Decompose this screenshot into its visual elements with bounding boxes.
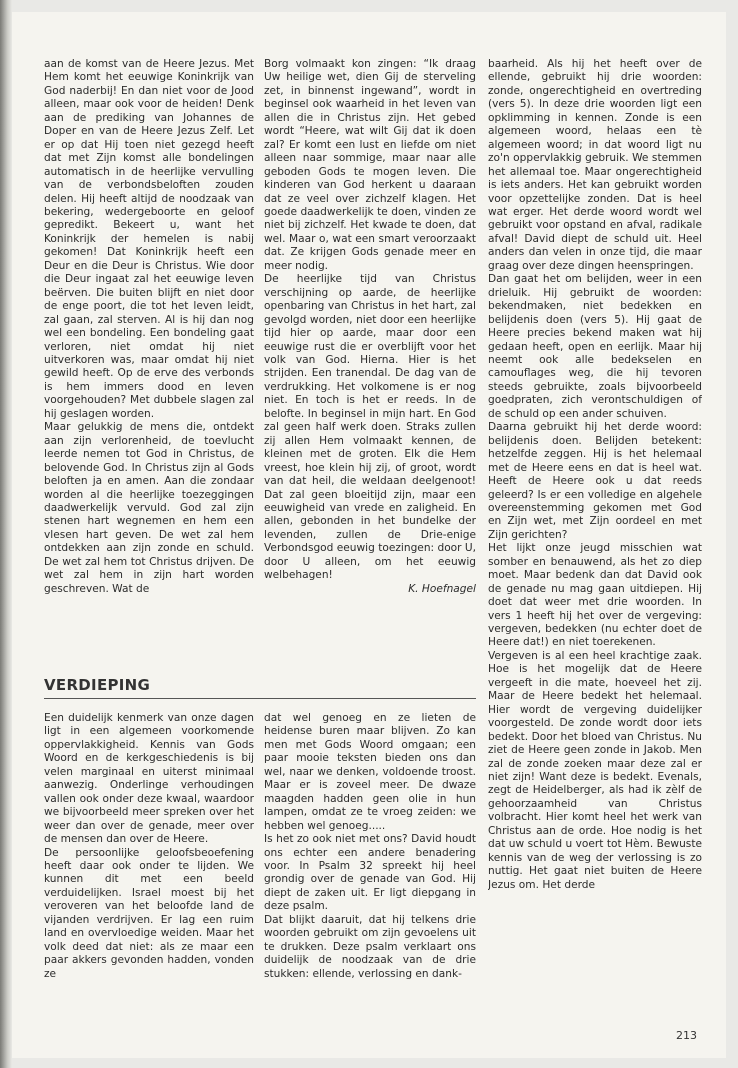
paragraph: dat wel genoeg en ze lieten de heidense buren maar blijven. Zo kan men met Gods Woord omgaan; een paar mooie teksten bieden ons dan wel, naar we denken, voldoende troost. Maar er is zoveel meer. De dwaze maagden hadden geen olie in hun lampen, omdat ze te vroeg zeiden: we hebben wel genoeg.....: [264, 712, 476, 832]
paragraph: Maar gelukkig de mens die, ontdekt aan zijn verlorenheid, de toevlucht leerde nemen tot God in Christus, de belovende God. In Christus zijn al Gods beloften ja en amen. Aan die zondaar worden al die heerlijke toezeggingen daadwerkelijk vervuld. God zal zijn stenen hart wegnemen en hem een vlesen hart geven. De wet zal hem ontdekken aan zijn zonde en schuld. De wet zal hem tot Christus drijven. De wet zal hem in zijn hart worden geschreven. Wat de: [44, 421, 254, 595]
document-page: [12, 12, 726, 1058]
paragraph: baarheid. Als hij het heeft over de ellende, gebruikt hij drie woorden: zonde, ongerechtigheid en overtreding (vers 5). In deze drie woorden ligt een opklimming in kennen. Zonde is een algemeen woord, helaas een tè algemeen woord; in dat woord ligt nu zo'n oppervlakkig gebruik. We stemmen het allemaal toe. Maar ongerechtigheid is iets anders. Het kan gebruikt worden voor opzettelijke zonden. Dat is heel wat erger. Het derde woord wordt wel gebruikt voor opstand en afval, radikale afval! David diept de schuld uit. Heel anders dan velen in onze tijd, die maar graag over deze dingen heenspringen.: [488, 58, 702, 272]
article-column-1: [44, 58, 254, 596]
paragraph: Het lijkt onze jeugd misschien wat somber en benauwend, als het zo diep moet. Maar bedenk dan dat David ook de genade nu mag gaan uitdiepen. Hij doet dat weer met drie woorden. In vers 1 heeft hij het over de vergeving: vergeven, bedekken (nu echter doet de Heere dat!) en niet toerekenen.: [488, 542, 702, 649]
article-column-4: [44, 712, 254, 981]
author-signature: K. Hoefnagel: [408, 582, 476, 595]
article-column-3: [488, 58, 702, 892]
section-heading: VERDIEPING: [44, 676, 151, 694]
paragraph: Is het zo ook niet met ons? David houdt ons echter een andere benadering voor. In Psalm 32 spreekt hij heel grondig over de genade van God. Hij diept de zaken uit. Er ligt diepgang in deze psalm.: [264, 833, 476, 913]
paragraph: Dan gaat het om belijden, weer in een drieluik. Hij gebruikt de woorden: bekendmaken, niet bedekken en belijdenis doen (vers 5). Hij gaat de Heere precies bekend maken wat hij gedaan heeft, open en eerlijk. Maar hij neemt ook alle bedekselen en camouflages weg, die hij tevoren steeds gebruikte, zoals bijvoorbeeld goedpraten, zich verontschuldigen of de schuld op een ander schuiven.: [488, 273, 702, 420]
page-number: 213: [676, 1029, 697, 1042]
article-column-5: [264, 712, 476, 981]
paragraph: De persoonlijke geloofsbeoefening heeft daar ook onder te lijden. We kunnen dit met een beeld verduidelijken. Israel moest bij het veroveren van het beloofde land de vijanden verdrijven. Er lag een ruim land en overvloedige weiden. Maar het volk deed dat niet: als ze maar een paar akkers gevonden hadden, vonden ze: [44, 846, 254, 980]
paragraph: Dat blijkt daaruit, dat hij telkens drie woorden gebruikt om zijn gevoelens uit te drukken. Deze psalm verklaart ons duidelijk de noodzaak van de drie stukken: ellende, verlossing en dank-: [264, 913, 476, 980]
paragraph: Vergeven is al een heel krachtige zaak. Hoe is het mogelijk dat de Heere vergeeft in die mate, hoeveel het zij. Maar de Heere bedekt het helemaal. Hier wordt de vergeving duidelijker voorgesteld. De zonde wordt door iets bedekt. Door het bloed van Christus. Nu ziet de Heere geen zonde in Jakob. Men zal de zonde zoeken maar deze zal er niet zijn! Want deze is bedekt. Evenals, zegt de Heidelberger, als had ik zèlf de gehoorzaamheid van Christus volbracht. Hier komt heel het werk van Christus aan de orde. Hoe nodig is het dat uw schuld u voert tot Hèm. Bewuste kennis van de weg der verlossing is zo nuttig. Het gaat niet buiten de Heere Jezus om. Het derde: [488, 649, 702, 891]
paragraph: Een duidelijk kenmerk van onze dagen ligt in een algemeen voorkomende oppervlakkigheid. Kennis van Gods Woord en de kerkgeschiedenis is bij velen marginaal en uiterst minimaal aanwezig. Onderlinge verhoudingen vallen ook onder deze kwaal, waardoor we bijvoorbeeld meer spreken over het weer dan over de genade, meer over de mensen dan over de Heere.: [44, 712, 254, 846]
section-divider: [44, 698, 476, 699]
paragraph: aan de komst van de Heere Jezus. Met Hem komt het eeuwige Koninkrijk van God naderbij! En dan niet voor de Jood alleen, maar ook voor de heiden! Denk aan de prediking van Johannes de Doper en van de Heere Jezus Zelf. Let er op dat Hij toen niet gezegd heeft dat met Zijn komst alle bondelingen automatisch in de heerlijke vervulling van de verbondsbeloften zouden delen. Hij heeft altijd de noodzaak van bekering, wedergeboorte en geloof gepredikt. Bekeert u, want het Koninkrijk der hemelen is nabij gekomen! Dat Koninkrijk heeft een Deur en die Deur is Christus. Wie door die Deur ingaat zal het eeuwige leven beërven. Die buiten blijft en niet door de enge poort, die tot het leven leidt, zal gaan, zal sterven. Al is hij dan nog wel een bondeling. Een bondeling gaat verloren, niet omdat hij niet uitverkoren was, maar omdat hij niet gewild heeft. Op de erve des verbonds is hem immers dood en leven voorgehouden? Met dubbele slagen zal hij geslagen worden.: [44, 58, 254, 420]
paragraph: Daarna gebruikt hij het derde woord: belijdenis doen. Belijden betekent: hetzelfde zeggen. Hij is het helemaal met de Heere eens en dat is heel wat. Heeft de Heere ook u dat reeds geleerd? Is er een volledige en algehele overeenstemming gekomen met God en Zijn wet, met Zijn oordeel en met Zijn gerichten?: [488, 421, 702, 541]
paragraph: Borg volmaakt kon zingen: “Ik draag Uw heilige wet, dien Gij de sterveling zet, in binnenst ingewand”, wordt in beginsel ook waarheid in het leven van allen die in Christus zijn. Het gebed wordt “Heere, wat wilt Gij dat ik doen zal? Er komt een lust en liefde om niet alleen naar sommige, maar naar alle geboden Gods te mogen leven. Die kinderen van God herkent u daaraan dat ze veel over zichzelf klagen. Het goede daadwerkelijk te doen, vinden ze niet bij zichzelf. Het kwade te doen, dat wel. Maar o, wat een smart veroorzaakt dat. Ze krijgen Gods genade meer en meer nodig.: [264, 58, 476, 272]
article-column-2: [264, 58, 476, 596]
book-spine: [0, 0, 12, 1068]
paragraph: De heerlijke tijd van Christus verschijning op aarde, de heerlijke openbaring van Christus in het hart, zal gevolgd worden, niet door een heerlijke tijd hier op aarde, maar door een eeuwige rust die er overblijft voor het volk van God. Hierna. Hier is het strijden. Een tranendal. De dag van de verdrukking. Het volkomene is er nog niet. En toch is het er reeds. In de belofte. In beginsel in mijn hart. En God zal geen half werk doen. Straks zullen zij allen Hem volmaakt kennen, de kleinen met de groten. Elk die Hem vreest, hoe klein hij zij, of groot, wordt van dat heil, die weldaan deelgenoot! Dat zal geen bloeitijd zijn, maar een eeuwigheid van vrede en zaligheid. En allen, gebonden in het bundelke der levenden, zullen de Drie-enige Verbondsgod eeuwig toezingen: door U, door U alleen, om het eeuwig welbehagen!: [264, 273, 476, 582]
